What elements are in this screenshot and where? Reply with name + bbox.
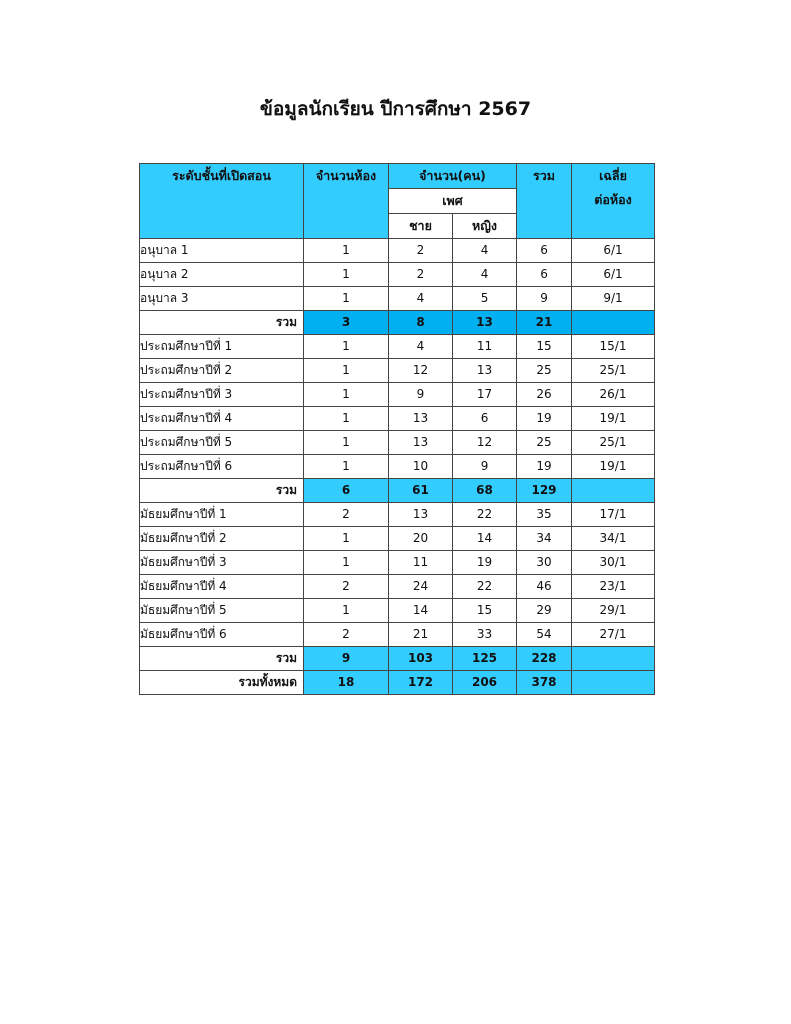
table-row [140,359,655,383]
avg-cell: 19/1 [572,407,655,431]
total-cell: 6 [517,263,572,287]
avg-cell: 26/1 [572,383,655,407]
subtotal-row [140,479,655,503]
subtotal-total-cell: 228 [517,647,572,671]
female-cell: 13 [453,359,517,383]
level-name-cell: มัธยมศึกษาปีที่ 4 [140,575,304,599]
total-cell: 34 [517,527,572,551]
grand-total-label: รวมทั้งหมด [140,671,304,695]
female-cell: 4 [453,263,517,287]
avg-cell: 23/1 [572,575,655,599]
header-gender: เพศ [389,189,517,214]
total-cell: 19 [517,455,572,479]
rooms-cell: 1 [304,527,389,551]
total-cell: 25 [517,359,572,383]
header-female: หญิง [453,214,517,239]
table-body [140,239,655,695]
avg-cell: 6/1 [572,263,655,287]
subtotal-rooms-cell: 3 [304,311,389,335]
rooms-cell: 1 [304,359,389,383]
rooms-cell: 1 [304,335,389,359]
male-cell: 4 [389,287,453,311]
total-cell: 6 [517,239,572,263]
total-cell: 30 [517,551,572,575]
female-cell: 11 [453,335,517,359]
header-total: รวม [517,164,572,239]
female-cell: 17 [453,383,517,407]
total-cell: 9 [517,287,572,311]
avg-cell: 6/1 [572,239,655,263]
female-cell: 14 [453,527,517,551]
subtotal-label: รวม [140,647,304,671]
female-cell: 5 [453,287,517,311]
female-cell: 6 [453,407,517,431]
table-row [140,287,655,311]
rooms-cell: 1 [304,551,389,575]
table-row [140,239,655,263]
level-name-cell: มัธยมศึกษาปีที่ 5 [140,599,304,623]
male-cell: 9 [389,383,453,407]
page-title: ข้อมูลนักเรียน ปีการศึกษา 2567 [259,98,532,120]
subtotal-label: รวม [140,479,304,503]
female-cell: 15 [453,599,517,623]
table-row [140,599,655,623]
level-name-cell: ประถมศึกษาปีที่ 4 [140,407,304,431]
avg-cell: 25/1 [572,359,655,383]
total-cell: 25 [517,431,572,455]
subtotal-female-cell: 68 [453,479,517,503]
avg-cell: 29/1 [572,599,655,623]
total-cell: 15 [517,335,572,359]
subtotal-rooms-cell: 6 [304,479,389,503]
avg-cell: 15/1 [572,335,655,359]
header-rooms: จำนวนห้อง [304,164,389,239]
rooms-cell: 2 [304,503,389,527]
female-cell: 33 [453,623,517,647]
table-row [140,407,655,431]
header-level: ระดับชั้นที่เปิดสอน [140,164,304,239]
avg-cell: 30/1 [572,551,655,575]
avg-cell: 34/1 [572,527,655,551]
header-male: ชาย [389,214,453,239]
female-cell: 22 [453,575,517,599]
rooms-cell: 1 [304,455,389,479]
grand-total-rooms-cell: 18 [304,671,389,695]
subtotal-avg-cell [572,479,655,503]
grand-total-total-cell: 378 [517,671,572,695]
subtotal-male-cell: 8 [389,311,453,335]
subtotal-total-cell: 21 [517,311,572,335]
table-row [140,551,655,575]
rooms-cell: 1 [304,407,389,431]
subtotal-avg-cell [572,311,655,335]
male-cell: 20 [389,527,453,551]
grand-total-male-cell: 172 [389,671,453,695]
table-row [140,527,655,551]
rooms-cell: 2 [304,575,389,599]
female-cell: 12 [453,431,517,455]
total-cell: 46 [517,575,572,599]
male-cell: 14 [389,599,453,623]
rooms-cell: 1 [304,431,389,455]
level-name-cell: อนุบาล 3 [140,287,304,311]
rooms-cell: 1 [304,287,389,311]
male-cell: 11 [389,551,453,575]
rooms-cell: 1 [304,263,389,287]
rooms-cell: 1 [304,383,389,407]
male-cell: 13 [389,431,453,455]
header-average-line1: เฉลี่ย [599,168,627,183]
total-cell: 19 [517,407,572,431]
level-name-cell: อนุบาล 2 [140,263,304,287]
avg-cell: 25/1 [572,431,655,455]
avg-cell: 9/1 [572,287,655,311]
header-average [572,164,655,239]
table-row [140,455,655,479]
level-name-cell: ประถมศึกษาปีที่ 2 [140,359,304,383]
header-people: จำนวน(คน) [389,164,517,189]
subtotal-row [140,647,655,671]
subtotal-female-cell: 13 [453,311,517,335]
level-name-cell: มัธยมศึกษาปีที่ 6 [140,623,304,647]
subtotal-total-cell: 129 [517,479,572,503]
table-row [140,503,655,527]
total-cell: 54 [517,623,572,647]
female-cell: 4 [453,239,517,263]
student-table [139,163,655,695]
subtotal-avg-cell [572,647,655,671]
table-row [140,623,655,647]
table-header [140,164,655,239]
level-name-cell: มัธยมศึกษาปีที่ 3 [140,551,304,575]
male-cell: 10 [389,455,453,479]
male-cell: 24 [389,575,453,599]
total-cell: 35 [517,503,572,527]
subtotal-row [140,311,655,335]
avg-cell: 17/1 [572,503,655,527]
level-name-cell: อนุบาล 1 [140,239,304,263]
header-average-line2: ต่อห้อง [594,192,632,207]
male-cell: 4 [389,335,453,359]
grand-total-female-cell: 206 [453,671,517,695]
level-name-cell: ประถมศึกษาปีที่ 6 [140,455,304,479]
table-row [140,263,655,287]
level-name-cell: ประถมศึกษาปีที่ 5 [140,431,304,455]
male-cell: 21 [389,623,453,647]
female-cell: 19 [453,551,517,575]
male-cell: 13 [389,503,453,527]
male-cell: 13 [389,407,453,431]
subtotal-female-cell: 125 [453,647,517,671]
table-row [140,431,655,455]
subtotal-label: รวม [140,311,304,335]
female-cell: 9 [453,455,517,479]
table-row [140,335,655,359]
male-cell: 2 [389,263,453,287]
total-cell: 26 [517,383,572,407]
level-name-cell: มัธยมศึกษาปีที่ 2 [140,527,304,551]
grand-total-avg-cell [572,671,655,695]
level-name-cell: มัธยมศึกษาปีที่ 1 [140,503,304,527]
table-row [140,383,655,407]
female-cell: 22 [453,503,517,527]
rooms-cell: 1 [304,599,389,623]
level-name-cell: ประถมศึกษาปีที่ 1 [140,335,304,359]
avg-cell: 27/1 [572,623,655,647]
subtotal-male-cell: 103 [389,647,453,671]
level-name-cell: ประถมศึกษาปีที่ 3 [140,383,304,407]
rooms-cell: 1 [304,239,389,263]
total-cell: 29 [517,599,572,623]
subtotal-male-cell: 61 [389,479,453,503]
male-cell: 2 [389,239,453,263]
grand-total-row [140,671,655,695]
rooms-cell: 2 [304,623,389,647]
table-row [140,575,655,599]
male-cell: 12 [389,359,453,383]
subtotal-rooms-cell: 9 [304,647,389,671]
avg-cell: 19/1 [572,455,655,479]
